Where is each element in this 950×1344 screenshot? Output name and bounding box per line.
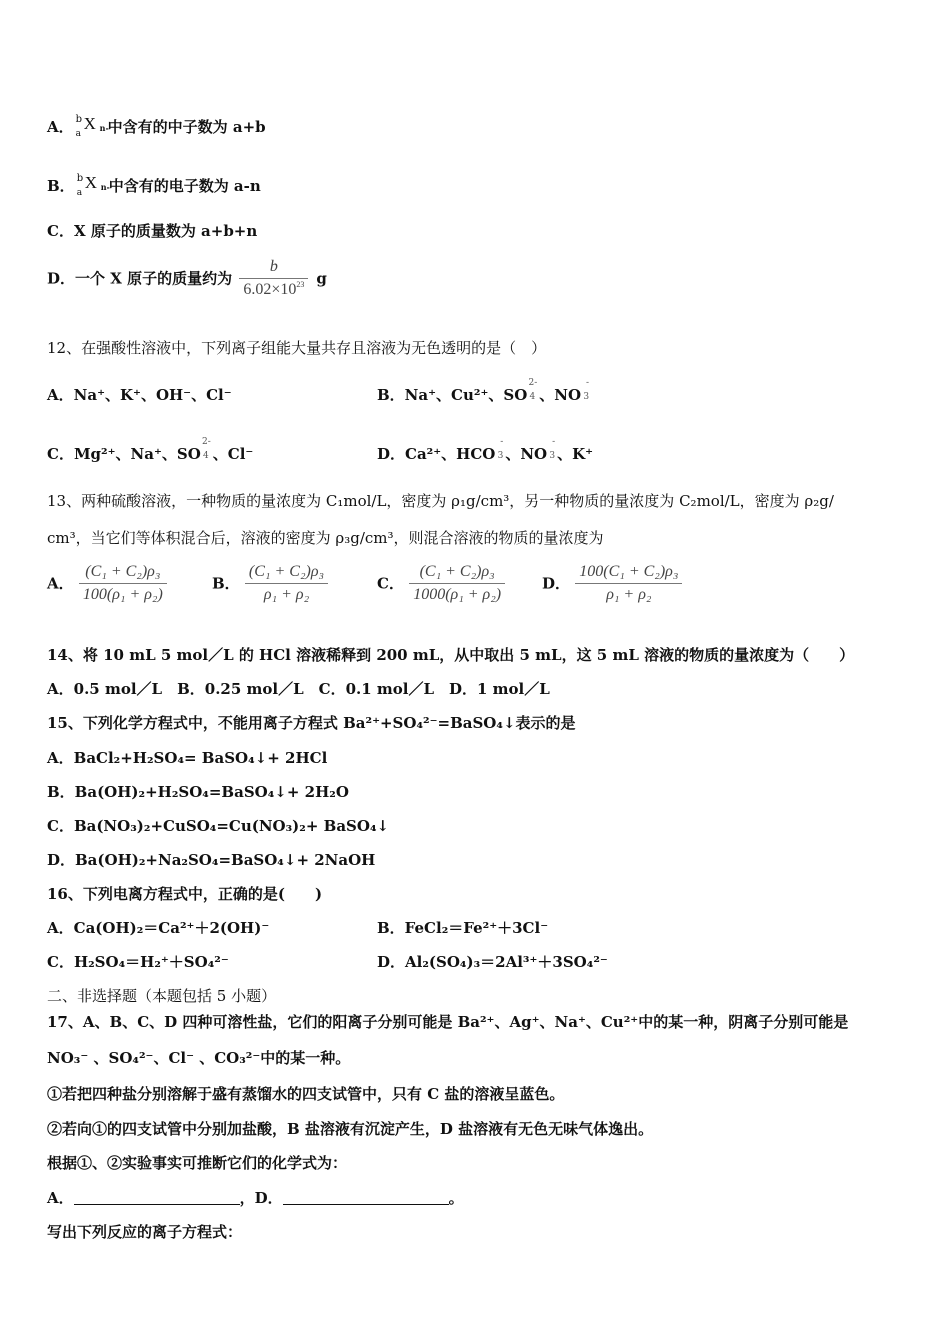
q12-stem: 12、在强酸性溶液中，下列离子组能大量共存且溶液为无色透明的是（ ） bbox=[47, 339, 547, 357]
q15-option-b: B．Ba(OH)₂+H₂SO₄=BaSO₄↓+ 2H₂O bbox=[47, 783, 349, 801]
q17-instruction: 写出下列反应的离子方程式： bbox=[47, 1223, 243, 1241]
q11-option-c: C．X 原子的质量数为 a+b+n bbox=[47, 222, 258, 240]
fraction: $\frac{\text{(C₁ + C₂)ρ₃}}{\text{100(ρ₁ + ρ₂)}}$ bbox=[79, 562, 167, 605]
q14-stem: 14、将 10 mL 5 mol／L 的 HCl 溶液稀释到 200 mL，从中取出 5 mL，这 5 mL 溶液的物质的量浓度为（ ） bbox=[47, 646, 855, 664]
q17-stem-line1: 17、A、B、C、D 四种可溶性盐，它们的阳离子分别可能是 Ba²⁺、Ag⁺、Na⁺、Cu²⁺中的某一种，阴离子分别可能是 bbox=[47, 1013, 849, 1031]
q14-options: A．0.5 mol／L B．0.25 mol／L C．0.1 mol／L D．1 mol／L bbox=[47, 680, 550, 698]
q11-option-a bbox=[47, 114, 266, 138]
q13-option-b: B． $\frac{\text{(C₁ + C₂)ρ₃}}{\text{ρ₁ + ρ₂}}$ bbox=[212, 562, 328, 605]
option-text: 中含有的中子数为 a+b bbox=[107, 118, 266, 136]
q13-stem-line1: 13、两种硫酸溶液，一种物质的量浓度为 C₁mol/L，密度为 ρ₁g/cm³，另一种物质的量浓度为 C₂mol/L，密度为 ρ₂g/ bbox=[47, 492, 834, 510]
fraction: $\frac{\text{(C₁ + C₂)ρ₃}}{\text{1000(ρ₁ + ρ₂)}}$ bbox=[409, 562, 505, 605]
answer-blank-d[interactable] bbox=[283, 1204, 449, 1205]
q12-option-d: D．Ca²⁺、HCO - 3 、NO - 3 、K⁺ bbox=[377, 437, 594, 463]
q17-stem-line2: NO₃⁻ 、SO₄²⁻、Cl⁻ 、CO₃²⁻中的某一种。 bbox=[47, 1049, 351, 1067]
q15-option-d: D．Ba(OH)₂+Na₂SO₄=BaSO₄↓+ 2NaOH bbox=[47, 851, 376, 869]
q13-stem-line2: cm³，当它们等体积混合后，溶液的密度为 ρ₃g/cm³，则混合溶液的物质的量浓度为 bbox=[47, 529, 604, 547]
q15-option-a: A．BaCl₂+H₂SO₄= BaSO₄↓+ 2HCl bbox=[47, 749, 328, 767]
q13-option-d: D． $\frac{\text{100(C₁ + C₂)ρ₃}}{\text{ρ₁ + ρ₂}}$ bbox=[542, 562, 682, 605]
q15-stem: 15、下列化学方程式中，不能用离子方程式 Ba²⁺+SO₄²⁻=BaSO₄↓表示的是 bbox=[47, 714, 576, 732]
q13-option-c: C． $\frac{\text{(C₁ + C₂)ρ₃}}{\text{1000(ρ₁ + ρ₂)}}$ bbox=[377, 562, 505, 605]
option-label: B． bbox=[47, 177, 75, 195]
q12-option-b: B．Na⁺、Cu²⁺、SO 2- 4 、NO - 3 bbox=[377, 378, 590, 404]
section-title: 二、非选择题（本题包括 5 小题） bbox=[47, 987, 277, 1005]
q17-prompt: 根据①、②实验事实可推断它们的化学式为： bbox=[47, 1154, 348, 1172]
answer-blank-a[interactable] bbox=[74, 1204, 240, 1205]
q17-statement-1: ①若把四种盐分别溶解于盛有蒸馏水的四支试管中，只有 C 盐的溶液呈蓝色。 bbox=[47, 1085, 565, 1103]
q16-option-a: A．Ca(OH)₂＝Ca²⁺＋2(OH)⁻ bbox=[47, 919, 270, 937]
q11-option-d: D．一个 X 原子的质量约为 $\frac{b}{6.02\times 10^{23}}$ g bbox=[47, 258, 327, 298]
q12-option-a: A．Na⁺、K⁺、OH⁻、Cl⁻ bbox=[47, 386, 232, 404]
q12-option-c: C．Mg²⁺、Na⁺、SO 2- 4 、Cl⁻ bbox=[47, 437, 254, 463]
q11-option-b bbox=[47, 173, 261, 197]
q15-option-c: C．Ba(NO₃)₂+CuSO₄=Cu(NO₃)₂+ BaSO₄↓ bbox=[47, 817, 390, 835]
fraction: $\frac{\text{(C₁ + C₂)ρ₃}}{\text{ρ₁ + ρ₂}}$ bbox=[245, 562, 328, 605]
q17-statement-2: ②若向①的四支试管中分别加盐酸，B 盐溶液有沉淀产生，D 盐溶液有无色无味气体逸出。 bbox=[47, 1120, 654, 1138]
fraction: $\frac{\text{100(C₁ + C₂)ρ₃}}{\text{ρ₁ + ρ₂}}$ bbox=[575, 562, 682, 605]
option-text: 中含有的电子数为 a-n bbox=[108, 177, 261, 195]
q16-option-b: B．FeCl₂＝Fe²⁺＋3Cl⁻ bbox=[377, 919, 549, 937]
q16-option-c: C．H₂SO₄＝H₂⁺＋SO₄²⁻ bbox=[47, 953, 229, 971]
q13-option-a: A． $\frac{\text{(C₁ + C₂)ρ₃}}{\text{100(ρ₁ + ρ₂)}}$ bbox=[47, 562, 167, 605]
nuclide-symbol: b a X n- bbox=[75, 114, 109, 139]
q16-stem: 16、下列电离方程式中，正确的是( ) bbox=[47, 885, 323, 903]
q16-option-d: D．Al₂(SO₄)₃＝2Al³⁺＋3SO₄²⁻ bbox=[377, 953, 608, 971]
mass-fraction: $\frac{b}{6.02\times 10^{23}}$ bbox=[239, 257, 308, 300]
q17-answer-line: A． ，D． 。 bbox=[47, 1189, 464, 1207]
option-label: A． bbox=[47, 118, 74, 136]
nuclide-symbol: b a X n- bbox=[76, 173, 110, 198]
